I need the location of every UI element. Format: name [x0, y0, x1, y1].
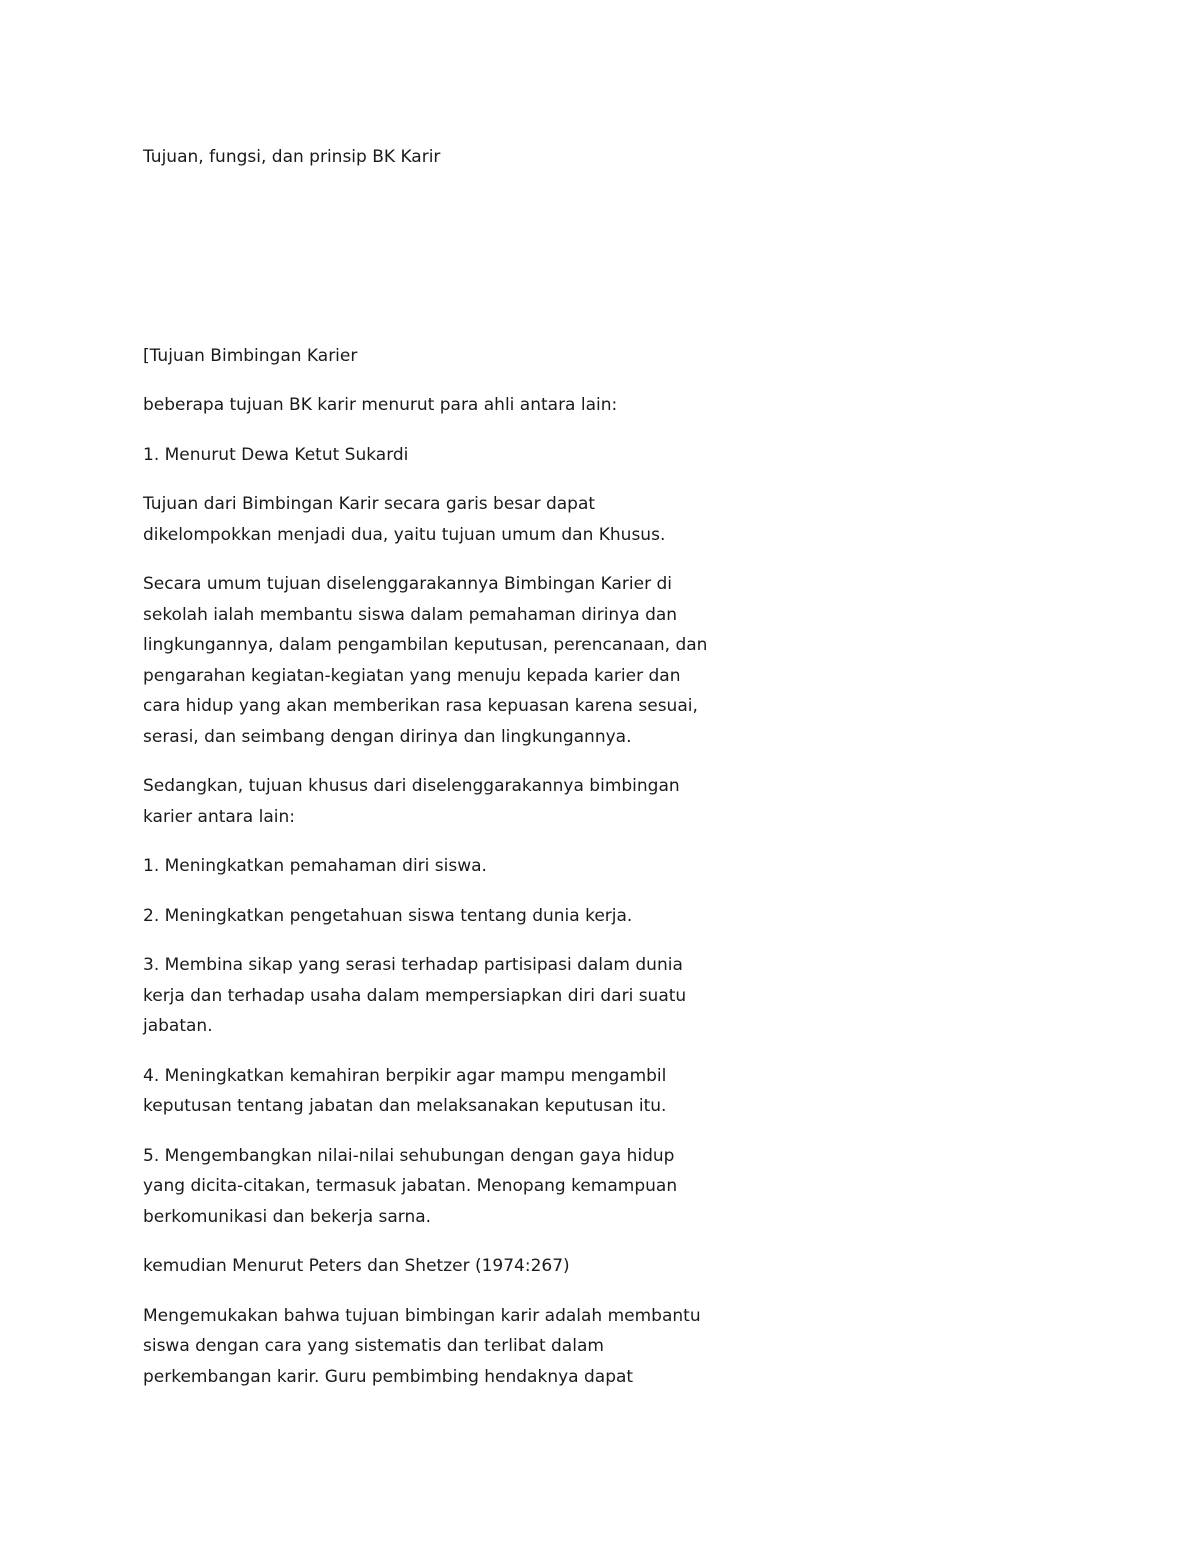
text-line: cara hidup yang akan memberikan rasa kepuasan karena sesuai,	[143, 696, 698, 716]
text-line: 4. Meningkatkan kemahiran berpikir agar mampu mengambil	[143, 1065, 667, 1086]
paragraph-intro	[143, 390, 763, 421]
document-body	[143, 142, 763, 1411]
text-line: kerja dan terhadap usaha dalam mempersiapkan diri dari suatu	[143, 985, 687, 1006]
text-line: keputusan tentang jabatan dan melaksanakan keputusan itu.	[143, 1096, 667, 1116]
text-line: 1. Menurut Dewa Ketut Sukardi	[143, 444, 409, 465]
text-line: 3. Membina sikap yang serasi terhadap partisipasi dalam dunia	[143, 955, 683, 975]
text-line: [Tujuan Bimbingan Karier	[143, 345, 358, 366]
text-line: Tujuan dari Bimbingan Karir secara garis besar dapat	[143, 494, 596, 514]
text-line: jabatan.	[143, 1016, 213, 1036]
paragraph-tujuan-umum	[143, 569, 763, 752]
list-item-5	[143, 1141, 763, 1233]
text-line: dikelompokkan menjadi dua, yaitu tujuan umum dan Khusus.	[143, 524, 666, 545]
text-line: kemudian Menurut Peters dan Shetzer (1974:267)	[143, 1256, 570, 1276]
text-line: sekolah ialah membantu siswa dalam pemahaman dirinya dan	[143, 604, 678, 625]
heading-tujuan-bimbingan-karier	[143, 341, 763, 372]
paragraph-tujuan-khusus	[143, 771, 763, 832]
text-line: Secara umum tujuan diselenggarakannya Bimbingan Karier di	[143, 574, 672, 594]
paragraph-tujuan-garis-besar	[143, 489, 763, 550]
text-line: pengarahan kegiatan-kegiatan yang menuju kepada karier dan	[143, 665, 681, 686]
text-line: karier antara lain:	[143, 806, 295, 827]
text-line: 1. Meningkatkan pemahaman diri siswa.	[143, 856, 487, 876]
text-line: 2. Meningkatkan pengetahuan siswa tentang dunia kerja.	[143, 905, 633, 926]
text-line: yang dicita-citakan, termasuk jabatan. Menopang kemampuan	[143, 1176, 678, 1196]
text-line: siswa dengan cara yang sistematis dan terlibat dalam	[143, 1336, 604, 1356]
text-line: lingkungannya, dalam pengambilan keputusan, perencanaan, dan	[143, 635, 708, 655]
text-line: Sedangkan, tujuan khusus dari diselenggarakannya bimbingan	[143, 776, 680, 796]
text-line: 5. Mengembangkan nilai-nilai sehubungan dengan gaya hidup	[143, 1145, 675, 1166]
text-line: Mengemukakan bahwa tujuan bimbingan karir adalah membantu	[143, 1305, 701, 1326]
text-line: serasi, dan seimbang dengan dirinya dan lingkungannya.	[143, 726, 632, 747]
list-item-sukardi	[143, 440, 763, 471]
text-line: perkembangan karir. Guru pembimbing hendaknya dapat	[143, 1366, 634, 1387]
paragraph-peters-shetzer	[143, 1251, 763, 1282]
paragraph-mengemukakan	[143, 1301, 763, 1393]
list-item-1	[143, 851, 763, 882]
blank-space	[143, 173, 763, 341]
text-line: berkomunikasi dan bekerja sarna.	[143, 1206, 432, 1227]
document-title: Tujuan, fungsi, dan prinsip BK Karir	[143, 147, 441, 167]
text-line: beberapa tujuan BK karir menurut para ahli antara lain:	[143, 395, 618, 415]
list-item-4	[143, 1061, 763, 1122]
list-item-2	[143, 901, 763, 932]
list-item-3	[143, 950, 763, 1042]
